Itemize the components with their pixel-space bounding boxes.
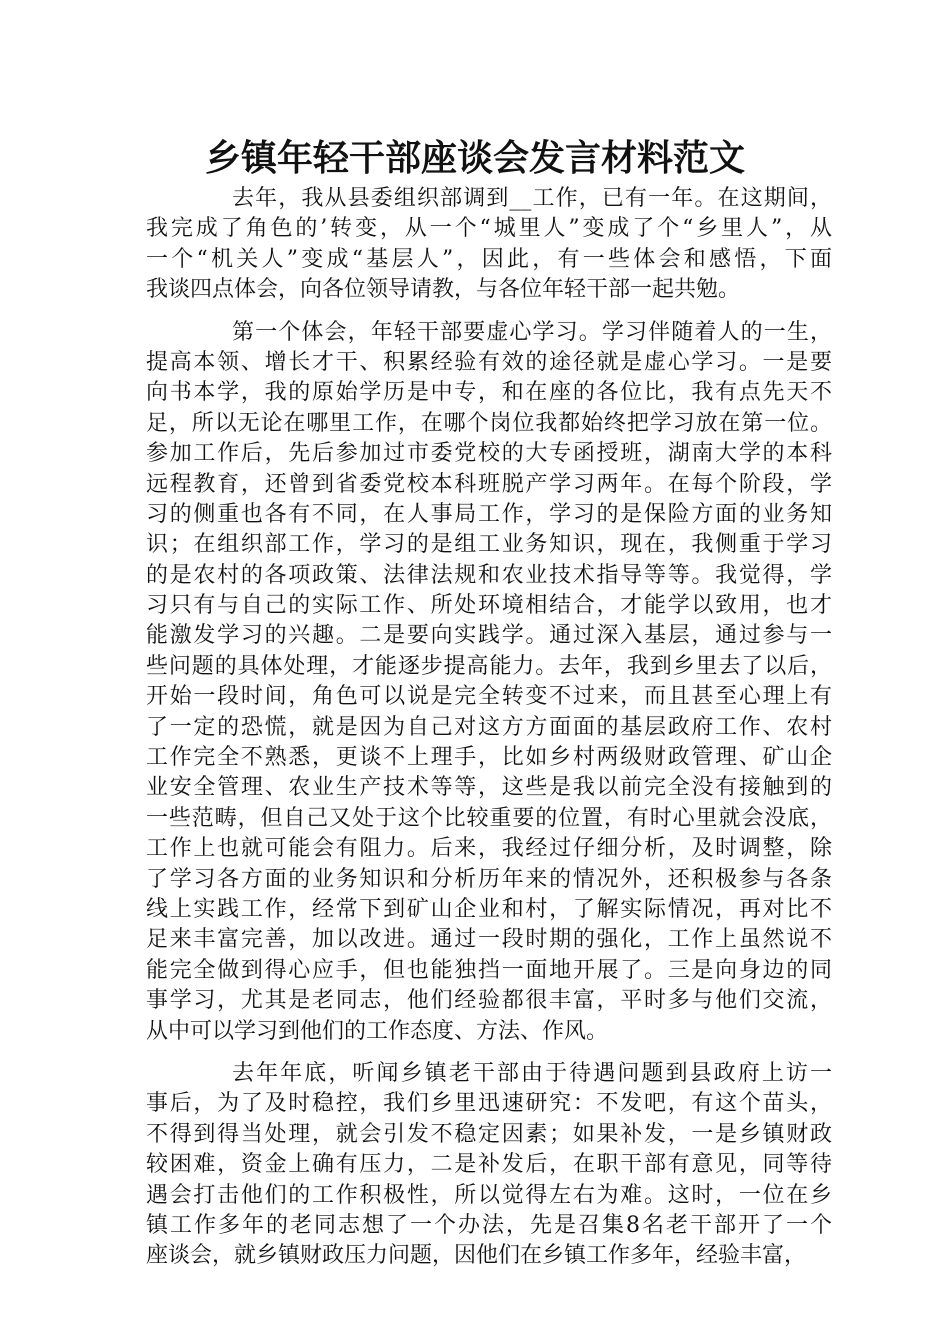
paragraph-line: 第一个体会，年轻干部要虚心学习。学习伴随着人的一生， xyxy=(232,319,832,345)
paragraph xyxy=(146,318,832,1047)
paragraph-line: 一个“机关人”变成“基层人”，因此，有一些体会和感悟，下面 xyxy=(146,246,832,272)
paragraph-line: 座谈会，就乡镇财政压力问题，因他们在乡镇工作多年，经验丰富， xyxy=(146,1243,807,1269)
paragraph-line: 一些范畴，但自己又处于这个比较重要的位置，有时心里就会没底， xyxy=(146,805,832,831)
paragraph-line: 提高本领、增长才干、积累经验有效的途径就是虚心学习。一是要 xyxy=(146,349,832,375)
paragraph-line: 不得到得当处理，就会引发不稳定因素；如果补发，一是乡镇财政 xyxy=(146,1121,832,1147)
paragraph-line: 事学习，尤其是老同志，他们经验都很丰富，平时多与他们交流， xyxy=(146,988,832,1014)
paragraph-line: 足来丰富完善，加以改进。通过一段时期的强化，工作上虽然说不 xyxy=(146,927,832,953)
paragraph-line: 开始一段时间，角色可以说是完全转变不过来，而且甚至心理上有 xyxy=(146,684,832,710)
paragraph-line: 较困难，资金上确有压力，二是补发后，在职干部有意见，同等待 xyxy=(146,1152,832,1178)
paragraph-line: 识；在组织部工作，学习的是组工业务知识，现在，我侧重于学习 xyxy=(146,532,832,558)
paragraph-line: 事后，为了及时稳控，我们乡里迅速研究：不发吧，有这个苗头， xyxy=(146,1091,832,1117)
paragraph-line: 远程教育，还曾到省委党校本科班脱产学习两年。在每个阶段，学 xyxy=(146,471,832,497)
paragraph-line: 工作上也就可能会有阻力。后来，我经过仔细分析，及时调整，除 xyxy=(146,836,832,862)
paragraph-line: 我完成了角色的’转变，从一个“城里人”变成了个“乡里人”，从 xyxy=(146,216,832,242)
paragraph-line: 线上实践工作，经常下到矿山企业和村，了解实际情况，再对比不 xyxy=(146,896,832,922)
paragraph-container xyxy=(146,184,832,1272)
paragraph-line: 工作完全不熟悉，更谈不上理手，比如乡村两级财政管理、矿山企 xyxy=(146,745,832,771)
paragraph xyxy=(146,184,832,306)
paragraph-line: 从中可以学习到他们的工作态度、方法、作风。 xyxy=(146,1018,609,1044)
paragraph-line: 镇工作多年的老同志想了一个办法，先是召集8名老干部开了一个 xyxy=(146,1212,832,1238)
paragraph-line: 能激发学习的兴趣。二是要向实践学。通过深入基层，通过参与一 xyxy=(146,623,832,649)
paragraph-line: 去年年底，听闻乡镇老干部由于待遇问题到县政府上访一 xyxy=(232,1060,832,1086)
paragraph-line: 足，所以无论在哪里工作，在哪个岗位我都始终把学习放在第一位。 xyxy=(146,410,832,436)
document-body xyxy=(146,184,832,1272)
document-title: 乡镇年轻干部座谈会发言材料范文 xyxy=(204,138,745,179)
paragraph-line: 了一定的恐慌，就是因为自己对这方方面面的基层政府工作、农村 xyxy=(146,714,832,740)
paragraph-line: 业安全管理、农业生产技术等等，这些是我以前完全没有接触到的 xyxy=(146,775,832,801)
paragraph-line: 遇会打击他们的工作积极性，所以觉得左右为难。这时，一位在乡 xyxy=(146,1182,832,1208)
paragraph-line: 能完全做到得心应手，但也能独挡一面地开展了。三是向身边的同 xyxy=(146,957,832,983)
paragraph-line: 向书本学，我的原始学历是中专，和在座的各位比，我有点先天不 xyxy=(146,380,832,406)
paragraph-line: 去年，我从县委组织部调到__工作，已有一年。在这期间， xyxy=(232,186,832,211)
paragraph-line: 些问题的具体处理，才能逐步提高能力。去年，我到乡里去了以后， xyxy=(146,653,832,679)
paragraph-line: 的是农村的各项政策、法律法规和农业技术指导等等。我觉得，学 xyxy=(146,562,832,588)
paragraph-line: 参加工作后，先后参加过市委党校的大专函授班，湖南大学的本科 xyxy=(146,441,832,467)
paragraph-line: 习只有与自己的实际工作、所处环境相结合，才能学以致用，也才 xyxy=(146,593,832,619)
paragraph-line: 习的侧重也各有不同，在人事局工作，学习的是保险方面的业务知 xyxy=(146,501,832,527)
paragraph xyxy=(146,1059,832,1272)
paragraph-line: 我谈四点体会，向各位领导请教，与各位年轻干部一起共勉。 xyxy=(146,277,741,303)
paragraph-line: 了学习各方面的业务知识和分析历年来的情况外，还积极参与各条 xyxy=(146,866,832,892)
